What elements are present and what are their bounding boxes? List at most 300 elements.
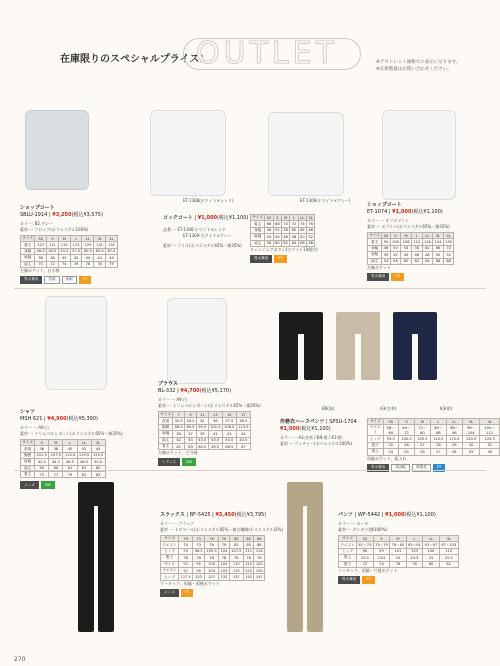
size-table-cell: LL xyxy=(446,419,462,425)
size-table-cell: 3L xyxy=(91,440,105,446)
size-table-cell: 60.5 xyxy=(83,249,92,254)
size-table-cell: 104〜112 xyxy=(480,425,500,436)
tag-unisex: 男女兼用 xyxy=(367,273,389,281)
size-table-cell: M xyxy=(401,233,412,239)
product-et-1309 xyxy=(250,214,318,263)
size-table-cell: ヒップ xyxy=(339,548,357,554)
size-table-cell: 56〜64 xyxy=(383,425,398,436)
size-table-cell: 120.5 xyxy=(462,436,480,442)
size-table-cell: 65.5 xyxy=(208,443,222,449)
product-price-tax: (税込¥5,390) xyxy=(66,416,98,422)
product-color: 品番 ··· ET-1308:ホワイト×レッド xyxy=(163,227,227,232)
product-image-pants-black xyxy=(279,312,323,380)
size-table-cell: 46 xyxy=(283,234,288,239)
size-table-cell: 42 xyxy=(70,255,82,261)
size-table-cell: M xyxy=(390,536,407,542)
product-price-tax: (税込¥1,100) xyxy=(216,215,249,221)
size-table xyxy=(20,235,118,268)
tag-mens: メンズ xyxy=(160,589,179,597)
size-table-cell: 48.5 xyxy=(77,459,91,465)
size-table-cell: 67 xyxy=(236,443,250,449)
size-table-cell: 120 xyxy=(255,568,263,573)
tag-mens: メンズ xyxy=(20,481,39,489)
size-table-cell: 肩幅 xyxy=(21,459,35,465)
product-title: シャツ xyxy=(20,409,35,415)
product-code: BL-332 xyxy=(158,388,176,394)
tag-sw: SW xyxy=(41,481,55,489)
size-table-cell: 46 xyxy=(411,252,422,258)
product-price: ¥1,000 xyxy=(280,426,300,432)
size-table-cell: 54 xyxy=(401,245,412,251)
size-table-cell: 56 xyxy=(283,228,288,233)
size-table-row xyxy=(339,561,459,567)
size-table-cell: 袖丈 xyxy=(21,465,35,471)
size-table-cell: L xyxy=(406,536,423,542)
size-table-cell: 81 xyxy=(77,471,91,477)
product-bl-332: ブラウス BL-332 | ¥4,700(税込¥5,170) カラー ··· A9.白 素材 ··· トリムベルシボーン(ポリエステル65%・綿35%) サイズ 7 9 11 13 15 17 首周 32.5 34.5 35 36 37.5 38.5 胸囲 86.5 89.5 99.5 102.5 108.5 113.5 肩幅 36 37 39 41 43 44 袖丈 42 43 43.5 43.5 43.5 43.5 着丈 62 63 64.5 65.5 66.5 67 左胸ポケット、七分袖 レディス SW xyxy=(158,380,261,466)
product-price: ¥3,450 xyxy=(215,512,235,518)
size-table-cell: 76 xyxy=(308,222,314,227)
size-table-cell: 60 xyxy=(291,228,297,233)
size-table-cell: 72 xyxy=(291,222,297,227)
size-table-cell: 43.5 xyxy=(236,437,250,443)
product-image-pants-khaki xyxy=(287,482,323,632)
size-table-cell: 46.5 xyxy=(36,249,45,254)
size-table-cell: 36 xyxy=(173,431,185,437)
size-table-cell: 85〜91 xyxy=(408,542,421,547)
product-image-slacks-black xyxy=(78,482,114,632)
product-price: ¥1,000 xyxy=(392,209,412,215)
size-table-cell: 70 xyxy=(283,222,288,227)
size-table-cell: 78 xyxy=(94,261,106,267)
size-table-cell: 99 xyxy=(373,548,390,554)
size-table-cell: 105.5 xyxy=(414,436,430,442)
tag-antistatic: 制電性 xyxy=(412,464,431,472)
size-table-row xyxy=(21,261,118,267)
size-table-cell: 3L xyxy=(94,236,106,242)
size-table-cell: 42.5 xyxy=(35,459,49,465)
size-table-cell: 48 xyxy=(422,252,433,258)
size-table-cell: 86.5 xyxy=(174,425,183,430)
size-table-cell: 25.5 xyxy=(439,555,458,561)
product-material: 素材 ··· ブロック(ポリエステル100%) xyxy=(20,227,89,232)
size-table-cell: 袖丈 xyxy=(159,437,173,443)
tag-antibacterial: 抗菌 xyxy=(44,276,59,284)
size-table-cell: 29 xyxy=(446,442,462,448)
size-table-row xyxy=(368,425,500,436)
size-table-cell: 64〜72 xyxy=(399,425,415,436)
size-table-cell: SS xyxy=(266,215,272,220)
size-table-cell: 28 xyxy=(446,449,462,455)
product-color: カラー ··· A9.白 xyxy=(20,425,49,430)
size-table-cell: 44 xyxy=(401,252,412,258)
size-table-cell: 62 xyxy=(173,443,185,449)
size-table-cell: 57.5 xyxy=(72,249,81,254)
size-table-cell: 66 xyxy=(433,258,444,264)
size-table-cell: 78 xyxy=(229,555,243,561)
size-table-cell: ヒップ xyxy=(161,574,179,580)
page-number: 270 xyxy=(14,656,26,663)
size-table-cell: 147 xyxy=(255,575,263,580)
size-table-cell: 108.5 xyxy=(224,425,235,430)
size-table-cell: 67〜73 xyxy=(358,542,372,547)
size-table-cell: 股下 xyxy=(368,442,384,448)
size-table-cell: 114 xyxy=(255,549,263,554)
size-table-cell: 67.5 xyxy=(107,249,116,254)
product-price-tax: (税込¥3,575) xyxy=(71,212,103,218)
product-wf-5442: パンツ | WF-5442 | ¥1,000(税込¥1,100) カラー ··· カーキ 素材 ··· ダンガリ(綿100%) サイズ SS S M L LL 3L ウエスト 67〜73 73〜79 79〜85 85〜91 91〜97 97〜103 ヒップ 96 99 101 103 106 110 股上 23.5 23.5 24 24.5 25 25.5 股下 72 74 76 78 80 82 ノータック、両脇・片後ポケット 男女兼用 F5 xyxy=(338,511,459,584)
size-table-cell: 身幅 xyxy=(251,227,265,233)
size-table-cell: 78 xyxy=(82,261,94,267)
size-table-cell: 82 xyxy=(439,561,458,567)
size-table-cell: ウエスト xyxy=(162,568,177,573)
size-table-row xyxy=(251,240,315,246)
size-table-cell: 59 xyxy=(35,465,49,471)
size-table-cell: 104 xyxy=(220,549,228,554)
product-color: カラー ··· ブラック xyxy=(160,521,195,526)
product-material: 素材 ··· ポプリン(ポリエステル65%・綿35%) xyxy=(367,224,450,229)
size-table-cell: 76 xyxy=(70,261,82,267)
size-table-cell: サイズ xyxy=(22,440,33,445)
size-table-cell: 3L xyxy=(307,215,315,221)
size-table-cell: 60 xyxy=(49,465,63,471)
size-table-cell: 43 xyxy=(222,431,236,437)
size-table-cell: 36 xyxy=(35,446,49,452)
size-table-cell: 72 xyxy=(47,261,59,267)
size-table-cell: 25 xyxy=(423,555,440,561)
size-table-cell: 58 xyxy=(411,245,422,251)
size-table-cell: 125.5 xyxy=(92,453,104,458)
size-table-cell: 79〜85 xyxy=(391,542,405,547)
product-price: ¥1,000 xyxy=(385,512,405,518)
size-table-cell: 117.5 xyxy=(180,575,191,580)
size-table-cell: M xyxy=(49,440,63,446)
size-table-cell: 38 xyxy=(49,446,63,452)
tag-unisex: 男女兼用 xyxy=(20,276,42,284)
size-table-cell: 130 xyxy=(445,240,453,245)
product-image-pants-beige xyxy=(336,312,380,380)
product-price-tax: (税込¥5,170) xyxy=(199,388,232,394)
size-table-cell: 76 xyxy=(390,561,407,567)
product-price: ¥1,000 xyxy=(197,215,217,221)
size-table-cell: 125 xyxy=(82,242,94,248)
size-table-cell: 肩幅 xyxy=(21,255,35,261)
size-table-cell: 62 xyxy=(91,465,105,471)
size-table-cell: 36 xyxy=(208,418,222,424)
tag-f5: F5 xyxy=(181,589,193,597)
size-table-cell: 44 xyxy=(275,234,280,239)
size-table-cell: 78 xyxy=(243,555,254,561)
size-table-cell: 124 xyxy=(434,240,442,245)
size-table-cell: 73〜79 xyxy=(375,542,388,547)
size-table-cell: 48 xyxy=(266,228,272,233)
size-table-cell: 82 xyxy=(229,536,243,542)
size-table-cell: 72〜80 xyxy=(414,425,430,436)
size-table xyxy=(158,411,251,450)
size-table-cell: 83 xyxy=(91,471,105,477)
size-table-cell: 44 xyxy=(236,431,250,437)
size-table-cell: 首周 xyxy=(21,446,35,452)
size-table-cell: 42 xyxy=(173,437,185,443)
size-table-cell: 110 xyxy=(439,548,458,554)
size-table-cell: 60 xyxy=(275,241,280,246)
size-table-cell: 93.5 xyxy=(383,436,398,442)
size-table-cell: 101.5 xyxy=(36,453,47,458)
size-table-cell: L xyxy=(63,440,77,446)
size-table-cell: 44 xyxy=(94,255,106,261)
size-table-cell: 110 xyxy=(229,561,243,567)
size-table-cell: 96.5 xyxy=(194,549,203,554)
size-table-cell: 44 xyxy=(91,446,105,452)
size-table-cell: 116 xyxy=(423,240,431,245)
product-material: 素材 ··· トリムベルシボーン(ポリエステル65%・綿35%) xyxy=(20,431,123,436)
size-table-cell: 100 xyxy=(205,561,219,567)
product-code: ET-1074 xyxy=(367,209,388,215)
size-table-cell: 115 xyxy=(58,242,70,248)
size-table-cell: 78 xyxy=(205,555,219,561)
note-price: ※アウトレット価格での表示になります。 xyxy=(376,60,461,65)
size-table-cell: 78 xyxy=(193,555,205,561)
size-table-cell: 64.5 xyxy=(198,444,207,449)
size-table-cell: 127 xyxy=(205,574,219,580)
size-table-cell: S xyxy=(399,419,415,425)
product-msh-621: シャツ MSH 621 | ¥4,900(税込¥5,390) カラー ··· A9.白 素材 ··· トリムベルシボーン(ポリエステル65%・綿35%) サイズ S M L LL 3L 首周 36 38 40 42 44 胸囲 101.5 107.5 113.5 119.5 125.5 肩幅 42.5 44.5 46.5 48.5 50.5 袖丈 59 60 61 61 62 着丈 75 77 79 81 83 メンズ SW xyxy=(20,408,123,489)
size-table-cell: 首周 xyxy=(159,418,173,424)
size-table-cell: 115 xyxy=(245,568,253,573)
size-table-cell: 122 xyxy=(193,574,205,580)
size-table-cell: 17 xyxy=(236,412,250,418)
size-table-cell: SS xyxy=(357,536,374,542)
size-table-cell: 85 xyxy=(243,542,254,548)
size-table-cell: 63 xyxy=(185,443,197,449)
size-table-cell: 76 xyxy=(205,542,219,548)
size-table-cell: 70 xyxy=(443,245,454,251)
tag-f5: F5 xyxy=(433,464,445,472)
size-table-cell: ウエスト xyxy=(368,425,384,436)
size-table-cell: 15 xyxy=(222,412,236,418)
size-table-cell: 11 xyxy=(196,412,208,418)
product-price: ¥4,700 xyxy=(180,388,200,394)
size-table-cell: 48 xyxy=(291,234,297,239)
size-table-cell: 股上 xyxy=(339,555,357,561)
size-table-cell: 7 xyxy=(173,412,185,418)
size-table-cell: 66 xyxy=(433,245,444,251)
size-table-cell: 64 xyxy=(291,241,297,246)
size-table-cell: 91 xyxy=(179,567,193,573)
size-table-cell: 76 xyxy=(205,536,219,542)
product-code: BF-5425 xyxy=(189,512,211,518)
size-table-cell: 79 xyxy=(219,542,230,548)
size-table-cell: 80 xyxy=(423,561,440,567)
size-table-cell: 96 xyxy=(357,548,374,554)
size-table-cell: 31 xyxy=(480,442,500,448)
size-table-cell: 40 xyxy=(58,255,70,261)
size-table-cell: 100 xyxy=(205,567,219,573)
tag-unisex: 男女兼用 xyxy=(367,464,389,472)
size-table-cell: 胸囲 xyxy=(21,452,35,458)
size-table-cell: 62 xyxy=(411,258,422,264)
size-table-cell: 46 xyxy=(383,246,389,251)
product-title: パンツ xyxy=(338,512,354,518)
size-table-cell: 43.5 xyxy=(222,437,236,443)
size-table-cell: サイズ xyxy=(339,536,357,542)
size-table-row xyxy=(161,574,265,580)
size-table-cell: 53.5 xyxy=(60,249,69,254)
size-table-cell: 34.5 xyxy=(186,419,195,424)
size-table-cell: 95 xyxy=(193,561,205,567)
size-table-cell: サイズ xyxy=(161,561,179,567)
size-table-cell: 43.5 xyxy=(198,438,207,443)
product-material: 素材 ··· トロマール(ポリエステル95%・複合繊維(ポリエステル)5%) xyxy=(160,527,284,532)
size-table-cell: 91〜97 xyxy=(424,542,438,547)
size-table-cell: 43 xyxy=(185,437,197,443)
size-table-cell: SS xyxy=(383,233,389,238)
size-table-cell: 52 xyxy=(443,252,454,258)
size-table-cell: 27 xyxy=(414,442,430,448)
size-table-cell: 78 xyxy=(179,555,193,561)
size-table-cell: 64 xyxy=(300,228,305,233)
size-table-cell: 132 xyxy=(106,242,118,248)
size-table-cell: 30 xyxy=(462,442,480,448)
size-table-cell: 37 xyxy=(185,431,197,437)
size-table-cell: 66 xyxy=(266,222,272,227)
size-table xyxy=(250,214,315,247)
size-table-cell: 4L xyxy=(480,419,500,425)
product-image-gray-coat xyxy=(25,110,89,190)
size-table-cell: 127 xyxy=(35,242,47,248)
product-variant-caption: ET-1308(ホワイト×レッド) xyxy=(183,198,234,203)
size-table-cell: 身幅 xyxy=(21,248,35,254)
tag-unisex: 男女兼用 xyxy=(250,255,272,263)
size-table-cell: 25 xyxy=(399,449,415,455)
size-table-cell: 着丈 xyxy=(21,242,35,248)
color-label-black: B9(黒) xyxy=(322,406,335,411)
size-table-cell: 74 xyxy=(373,561,390,567)
size-table-cell: 88〜96 xyxy=(446,425,462,436)
size-table xyxy=(160,535,265,581)
size-table-cell: SS xyxy=(35,236,47,242)
size-table-cell: サイズ xyxy=(368,419,384,425)
color-label-navy: K3(紺) xyxy=(440,406,453,411)
size-table-cell: 85 xyxy=(243,536,254,542)
size-table-cell: 72 xyxy=(357,561,374,567)
size-table-cell: 39 xyxy=(383,252,389,257)
product-color: カラー: B2.グレー xyxy=(20,221,54,226)
size-table-cell: 股下 xyxy=(339,561,357,567)
size-table-cell: 63.5 xyxy=(95,249,104,254)
size-table-cell: 肩幅 xyxy=(159,431,173,437)
tag-f5: F5 xyxy=(79,276,91,284)
size-table-cell: 113.5 xyxy=(238,425,249,430)
tagline: 在庫限りのスペシャルプライス! xyxy=(60,54,204,65)
size-table-cell: 26 xyxy=(399,442,415,448)
size-table-cell: 68 xyxy=(308,228,314,233)
size-table-cell: 97〜103 xyxy=(441,542,457,547)
size-table-cell: 111 xyxy=(245,549,253,554)
product-price-tax: (税込¥1,100) xyxy=(299,426,331,432)
size-table-cell: 79 xyxy=(63,471,77,477)
size-table-cell: 4L xyxy=(443,233,454,239)
size-table-cell: 62 xyxy=(283,241,288,246)
size-table-cell: 115 xyxy=(245,562,253,567)
size-table-cell: M xyxy=(282,215,290,221)
size-table-cell: 142 xyxy=(245,575,253,580)
tag-sw: SW xyxy=(182,458,196,466)
size-table-cell: 105 xyxy=(220,568,228,573)
size-table-cell: 95 xyxy=(193,567,205,573)
size-table-cell: 50.5 xyxy=(91,459,105,465)
size-table-cell: 99.5 xyxy=(198,425,207,430)
size-table-cell: 74 xyxy=(58,261,70,267)
size-table-cell: 93 xyxy=(179,548,193,554)
size-table-cell: 120 xyxy=(255,562,263,567)
product-material: 素材 ··· トリムベルシボーン(ポリエステル65%・綿35%) xyxy=(158,403,261,408)
product-extra: 左胸ポケット、右小物 xyxy=(20,267,60,273)
size-table-cell: サイズ xyxy=(22,236,33,241)
size-table-cell: 52 xyxy=(275,228,280,233)
size-table-cell: 肩幅 xyxy=(368,252,382,258)
size-table-cell: S xyxy=(390,233,401,239)
size-table-cell: SS xyxy=(383,419,398,425)
size-table-cell: 肩幅 xyxy=(251,234,265,240)
size-table-cell: 89.5 xyxy=(186,425,195,430)
size-table-cell: 23.5 xyxy=(357,555,374,561)
size-table-cell: 111 xyxy=(47,242,59,248)
size-table-cell: 73 xyxy=(193,536,205,542)
size-table-cell: 112 xyxy=(413,240,421,245)
size-table-cell: 68 xyxy=(275,222,280,227)
size-table-cell: 44.5 xyxy=(49,459,63,465)
size-table-cell: 23.5 xyxy=(373,555,390,561)
size-table-cell: 70 xyxy=(179,542,193,548)
size-table-cell: 108 xyxy=(402,240,410,245)
size-table-cell: 52 xyxy=(308,234,314,239)
tag-unisex: 男女兼用 xyxy=(338,576,360,584)
product-image-pants-navy xyxy=(393,312,437,380)
product-extra: ツータック、両脇・両後ポケット xyxy=(160,580,220,586)
size-table-cell: 42 xyxy=(77,446,91,452)
size-table-cell: S xyxy=(273,215,281,221)
size-table-cell: 46.5 xyxy=(63,459,77,465)
size-table-cell: 3L xyxy=(439,536,458,542)
size-table-cell: 股下 xyxy=(161,555,179,561)
size-table-cell: 43.5 xyxy=(208,437,222,443)
note-stock: ※在庫数量はお問い合わせください。 xyxy=(376,67,452,72)
size-table-cell: S xyxy=(35,440,49,446)
product-image-blouse xyxy=(167,298,227,384)
size-table-cell: 24.5 xyxy=(406,555,423,561)
size-table-cell: 110.5 xyxy=(430,436,446,442)
size-table-cell: 125.5 xyxy=(480,436,500,442)
size-table-cell: 75 xyxy=(35,471,49,477)
product-material: 素材 ··· ブッチャー(ポリエステル100%) xyxy=(280,441,353,446)
size-table-cell: 32.5 xyxy=(174,419,183,424)
size-table-cell: 25 xyxy=(383,442,398,448)
size-table-cell: L xyxy=(430,419,446,425)
product-title: スラックス xyxy=(160,512,185,518)
size-table-cell: 66 xyxy=(300,241,305,246)
size-table-cell: 107.5 xyxy=(50,453,62,458)
product-price: ¥3,250 xyxy=(52,212,72,218)
product-code: WF-5442 xyxy=(357,512,381,518)
size-table-cell: 77 xyxy=(49,471,63,477)
size-table-cell: 79 xyxy=(219,536,230,542)
size-table-cell: 35 xyxy=(196,418,208,424)
size-table-cell: 50 xyxy=(300,234,305,239)
product-image-shop-coat-white xyxy=(382,110,456,200)
size-table-cell: 42 xyxy=(266,234,272,239)
size-table-cell: 身幅 xyxy=(368,245,382,251)
